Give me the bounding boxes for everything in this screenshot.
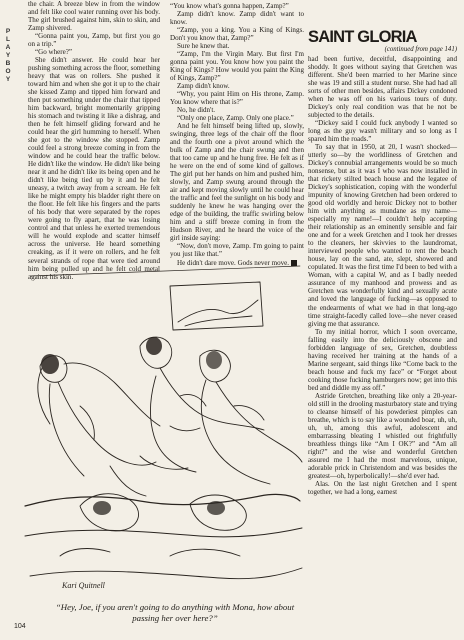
story-paragraph: Zamp didn't know. Zamp didn't want to know. — [170, 10, 304, 27]
side-label-letter: P — [5, 28, 11, 35]
cartoon-illustration — [20, 256, 305, 598]
story-paragraph: “Dickey said I could fuck anybody I wanted so long as the guy wasn't military and so long as I spared him the roads.” — [308, 119, 457, 144]
side-label-letter: A — [5, 44, 11, 51]
wall-picture-frame — [170, 282, 263, 330]
side-label-letter: Y — [5, 76, 11, 83]
article-headline: SAINT GLORIA — [308, 28, 417, 46]
story-paragraph: had been furtive, deceitful, disappointing and shoddy. It goes without saying that Gretchen was different. She'd been married to her Marine since she was 19 and still a student nurse. She had had all sorts of other men besides, affairs Dickey condoned when he was off on his various tours of duty. Dickey's only real condition was that he not be subjected to the details. — [308, 55, 457, 120]
page-number: 104 — [14, 623, 26, 630]
artist-signature: Kari Quitnell — [62, 581, 105, 590]
side-label-letter: O — [5, 68, 11, 75]
story-column-2 — [170, 2, 304, 267]
cartoon-caption: “Hey, Joe, if you aren't going to do anything with Mona, how about passing her over here?” — [55, 602, 295, 623]
story-paragraph: And he felt himself being lifted up, slowly, swinging, three legs of the chair off the floor and the fourth one a pivot around which the bulk of Zamp and the chair swung and then that too came up and he hung free. He felt as if he were on the end of some kind of gallows. The girl put her hands on him and pushed him, slowly, and Zamp swung around through the air and kept moving slowly until he could hear the traffic and feel the sunlight on his body and suddenly he knew he was hanging over the edge of the building, the traffic swirling below him and a stiff breeze coming in from the Hudson River, and he heard the voice of the girl inside saying: — [170, 122, 304, 243]
story-paragraph: She didn't answer. He could hear her pushing something across the floor, something heavy that was on rollers. She pushed it toward him and when she got it up to the chair she kissed Zamp and tipped him forward and then put something under the chair that tipped him backward, bright momentarily gripping his stomach and twisting it like a dishrag, and then he felt himself gliding forward and he could hear the girl humming to herself. When she got to the window she stopped. Zamp could feel a strong breeze coming in from the window and he could hear the traffic below. He didn't like the window. He didn't like being near it and he didn't like its being open and he didn't like being tied up by it and he felt uneasy, a twitch away from a scream. He felt like he might empty his bladder right there on the floor. He felt like his fingers and the parts of his body that were separated by the ropes were going to fly apart, that he was losing control and that unless he exerted tremendous will he would explode and scatter himself across the universe. He heard something creaking, as if it were on rollers, and he felt several strands of rope that were tied around him being pulled up and he felt cold metal against his skin. — [28, 56, 160, 281]
magazine-side-label — [3, 28, 13, 84]
story-paragraph: Alas. On the last night Gretchen and I spent together, we had a long, earnest — [308, 479, 457, 496]
story-paragraph: “Why, you paint Him on His throne, Zamp. You know where that is?” — [170, 90, 304, 107]
story-paragraph: “Gonna paint you, Zamp, but first you go on a trip.” — [28, 32, 160, 49]
story-paragraph: “Go where?” — [35, 48, 72, 57]
story-paragraph: “Zamp, I'm the Virgin Mary. But first I'm gonna paint you. You know how you paint the King of Kings? How would you paint the King of Kings, Zamp?” — [170, 50, 304, 83]
story-paragraph: Zamp didn't know. — [177, 82, 230, 91]
story-paragraph: To say that in 1950, at 20, I wasn't shocked—utterly so—by the worldliness of Gretchen and Dickey's connubial arrangements would be so much nonsense, but as it was I who was now installed in that rickety stilted beach house and the legatee of Dickey's sophistication, coping with the wonderful impunity of knowing Gretchen had been ordered to good old worldly and heroic Dickey not to bother him with anything as mundane as my name—especially my name!—I couldn't help accepting their relationship as an eminently sensible and fair one and for a week Gretchen and I took her dresses to the cleaners, her skivvies to the laundromat, interviewed people who wanted to rent the beach house, lay on the sand, ate, slept, showered and copulated. It was the first time I'd been to bed with a Woman, with a capital W, and as I badly needed assurance of my manhood and prowess and as Gretchen was wonderfully kind and sexually acute and loved the language of fucking—as opposed to the endearments of what we had in that long-ago time straight-facedly called love—she never ceased giving me that assurance. — [308, 143, 457, 328]
story-paragraph: “You know what's gonna happen, Zamp?” — [170, 2, 289, 10]
story-paragraph: the chair. A breeze blew in from the window and felt like cool water running over his body. The girl brushed against him, skin to skin, and Zamp shivered. — [28, 0, 160, 33]
story-paragraph: To my initial horror, which I soon overcame, falling easily into the deliciously obscene and forbidden language of sex, Gretchen, doubtless having received her training at the hands of a Marine sergeant, said things like “Come back to the beach house and fuck my face” or “Forget about cooking those fucking hamburgers now; get into this bed and diddle my ass off.” — [308, 327, 457, 392]
story-paragraph: He didn't dare move. Gods never move. — [170, 259, 304, 267]
story-paragraph: “Now, don't move, Zamp. I'm going to paint you just like that.” — [170, 242, 304, 259]
story-paragraph: Sure he knew that. — [177, 42, 230, 51]
article-body — [308, 55, 457, 496]
story-column-3 — [308, 2, 457, 634]
story-paragraph: Astride Gretchen, breathing like only a 20-year-old still in the drooling masturbatory state and trying to cleanse himself of his powderiest pimples can breathe, which is to say like a wounded boar, uh, uh, uh, uh, among this awful, adolescent and embarrassing bleating I whistled out frightfully breathless things like “Am I OK?” and “Am all right?” and the wise and wonderful Gretchen assured me I had the most marvelous, unique, adorable prick in Christendom and was besides the greatest—oh, hyperbolically!—she'd ever had. — [308, 391, 457, 480]
continued-from-note: (continued from page 141) — [384, 46, 457, 53]
story-paragraph: “Only one place, Zamp. Only one place.” — [177, 114, 294, 123]
story-paragraph: No, he didn't. — [177, 106, 216, 115]
side-label-letter: L — [6, 36, 10, 43]
side-label-letter: Y — [5, 52, 11, 59]
story-paragraph: “Zamp, you a king. You a King of Kings. Don't you know that, Zamp?” — [170, 26, 304, 43]
side-label-letter: B — [5, 60, 11, 67]
story-column-1 — [28, 0, 160, 281]
